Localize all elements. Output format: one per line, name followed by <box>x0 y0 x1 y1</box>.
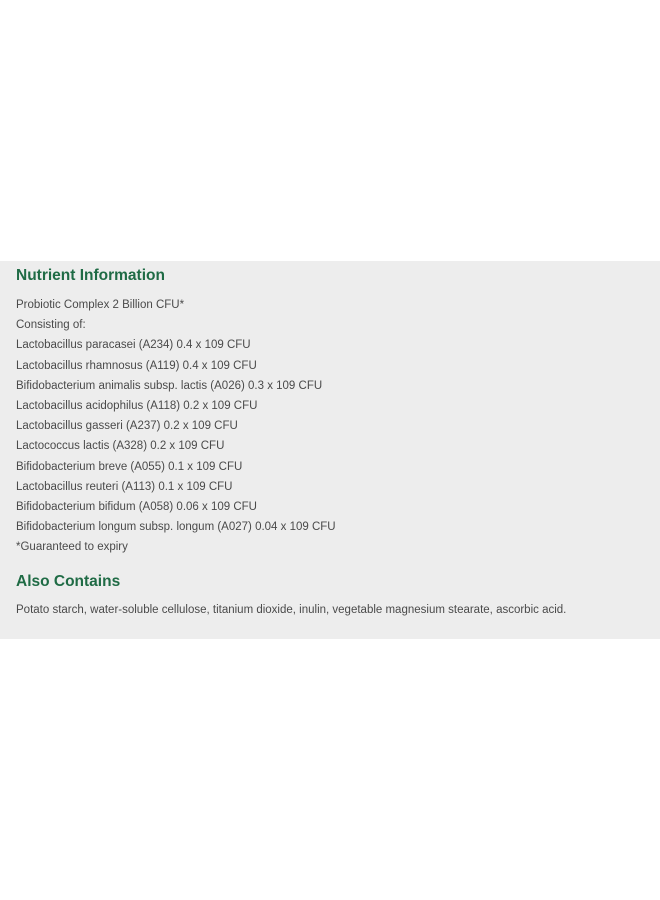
supplement-info-panel <box>0 261 660 639</box>
nutrient-information-heading: Nutrient Information <box>16 267 165 284</box>
nutrient-line: Bifidobacterium animalis subsp. lactis (A026) 0.3 x 109 CFU <box>16 379 323 392</box>
also-contains-section <box>16 572 660 618</box>
nutrient-information-section <box>16 266 660 558</box>
nutrient-line: Probiotic Complex 2 Billion CFU* <box>16 299 185 311</box>
nutrient-line: Lactobacillus rhamnosus (A119) 0.4 x 109 CFU <box>16 359 257 372</box>
nutrient-line: Bifidobacterium longum subsp. longum (A027) 0.04 x 109 CFU <box>16 521 336 534</box>
nutrient-line: Lactobacillus acidophilus (A118) 0.2 x 109 CFU <box>16 400 258 413</box>
nutrient-line: Lactobacillus paracasei (A234) 0.4 x 109 CFU <box>16 339 251 352</box>
also-contains-heading: Also Contains <box>16 572 121 590</box>
nutrient-line: Bifidobacterium bifidum (A058) 0.06 x 109 CFU <box>16 501 257 514</box>
nutrient-line: Lactobacillus gasseri (A237) 0.2 x 109 CFU <box>16 420 238 433</box>
also-contains-text: Potato starch, water-soluble cellulose, titanium dioxide, inulin, vegetable magnesium stearate, ascorbic acid. <box>16 603 567 616</box>
nutrient-line: Lactococcus lactis (A328) 0.2 x 109 CFU <box>16 440 225 453</box>
nutrient-line: Bifidobacterium breve (A055) 0.1 x 109 CFU <box>16 460 243 473</box>
nutrient-line: Consisting of: <box>16 319 86 332</box>
nutrient-line: Lactobacillus reuteri (A113) 0.1 x 109 CFU <box>16 480 233 493</box>
guarantee-note: *Guaranteed to expiry <box>16 541 128 554</box>
